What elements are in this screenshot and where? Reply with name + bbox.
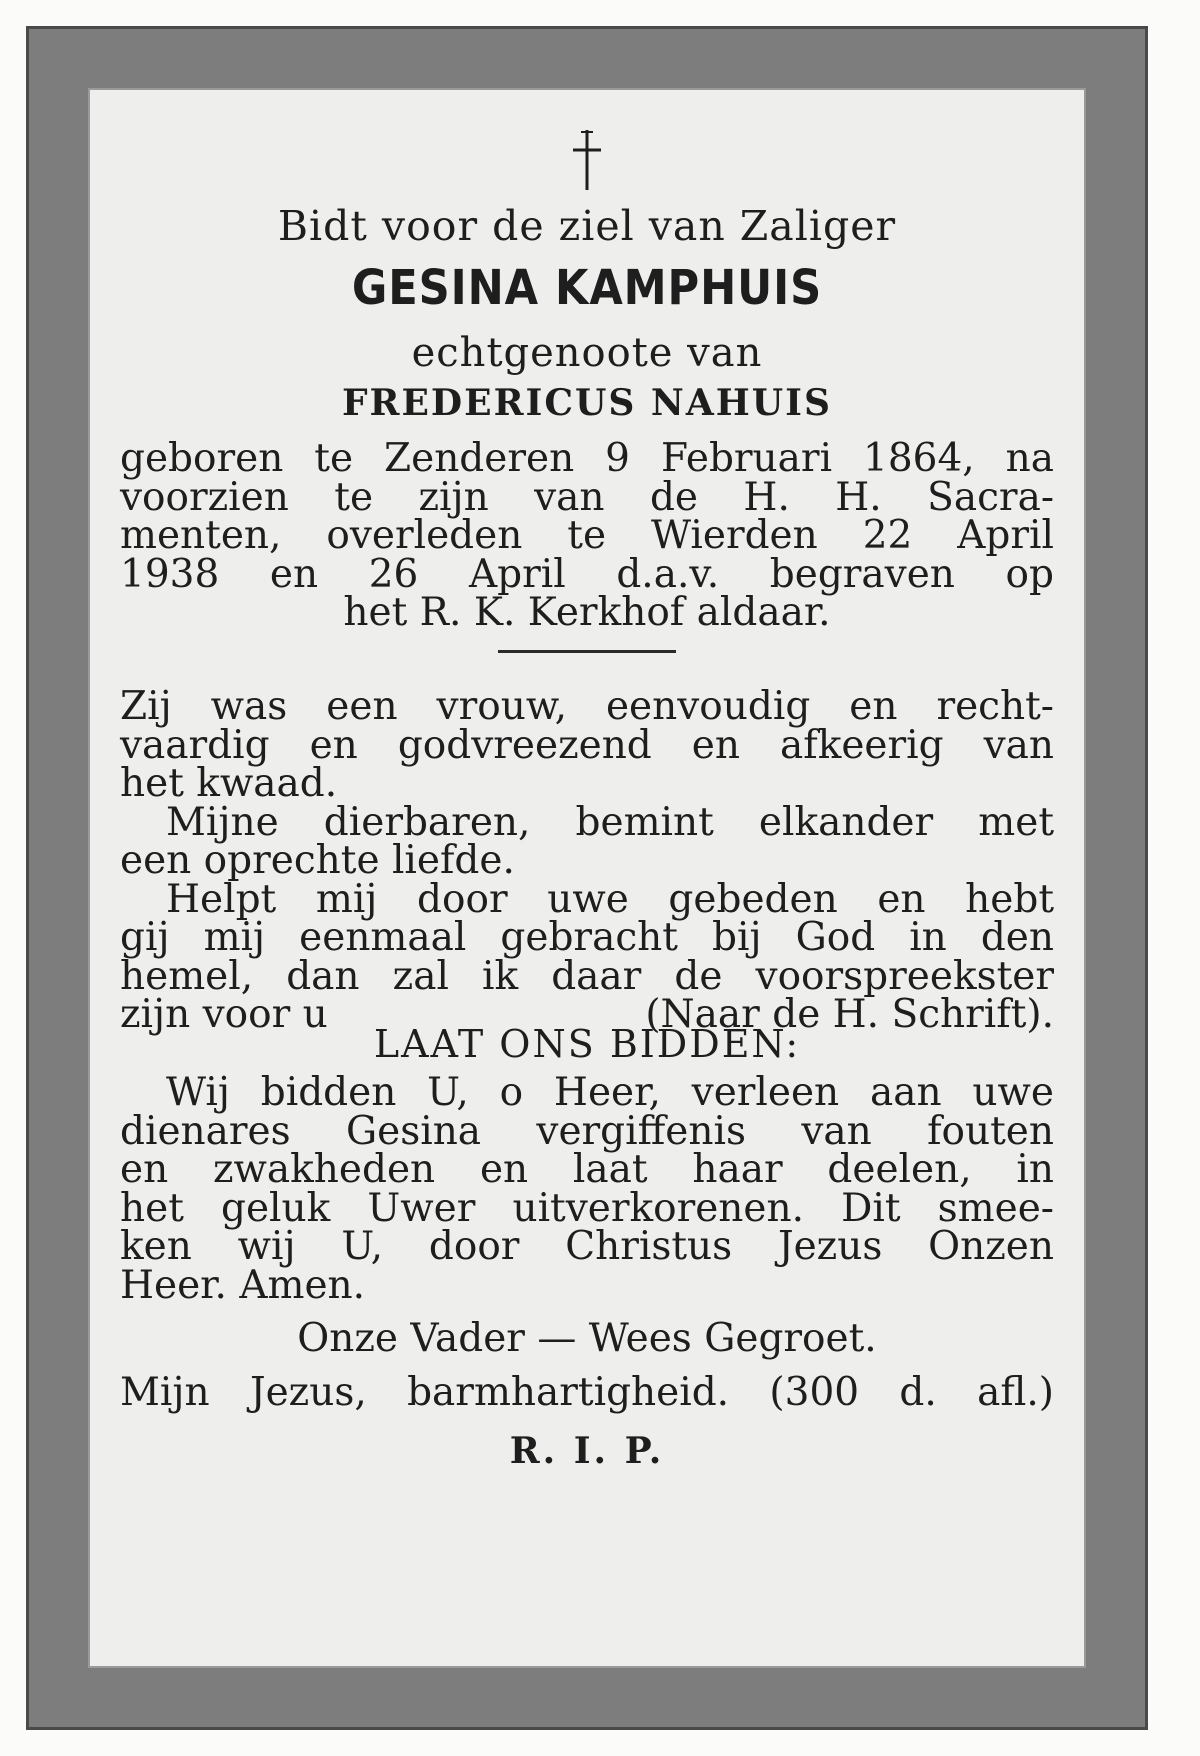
quote-line: hemel, dan zal ik daar de voorspreekster — [120, 953, 1054, 999]
prayer-line: en zwakheden en laat haar deelen, in — [120, 1147, 1054, 1192]
prayer-line: ken wij U, door Christus Jezus Onzen — [120, 1224, 1054, 1269]
deceased-name: GESINA KAMPHUIS — [351, 260, 823, 316]
bio-line: voorzien te zijn van de H. H. Sacra- — [120, 474, 1054, 520]
prayer-line: Heer. Amen. — [120, 1262, 366, 1308]
bio-line: 1938 en 26 April d.a.v. begraven op — [120, 551, 1054, 597]
closing-prayers: Onze Vader — Wees Gegroet. — [297, 1316, 877, 1361]
intro-line: Bidt voor de ziel van Zaliger — [277, 202, 897, 250]
divider-rule — [498, 650, 676, 653]
quote-line: gij mij eenmaal gebracht bij God in den — [120, 915, 1054, 960]
prayer-block — [120, 1070, 1054, 1308]
quote-block — [120, 684, 1054, 1037]
quote-line: Helpt mij door uwe gebeden en hebt — [166, 876, 1054, 922]
prayer-heading: LAAT ONS BIDDEN: — [373, 1022, 801, 1066]
quote-line: Mijne dierbaren, bemint elkander met — [166, 799, 1054, 845]
spouse-name: FREDERICUS NAHUIS — [342, 382, 832, 424]
rip-mark: R. I. P. — [509, 1430, 665, 1472]
quote-line: zijn voor u — [120, 992, 328, 1037]
prayer-line: Wij bidden U, o Heer, verleen aan uwe — [166, 1070, 1054, 1115]
quote-source: (Naar de H. Schrift). — [645, 992, 1054, 1037]
memorial-card — [90, 90, 1084, 1666]
biography-block — [120, 436, 1054, 635]
bio-line: menten, overleden te Wierden 22 April — [120, 513, 1054, 558]
spouse-lead: echtgenoote van — [411, 330, 763, 376]
indulgence-line: Mijn Jezus, barmhartigheid. (300 d. afl.) — [120, 1370, 1054, 1415]
quote-line: het kwaad. — [120, 761, 338, 806]
quote-line: een oprechte liefde. — [120, 838, 515, 883]
quote-line: Zij was een vrouw, eenvoudig en recht- — [120, 684, 1054, 729]
prayer-line: het geluk Uwer uitverkorenen. Dit smee- — [120, 1185, 1054, 1231]
bio-line: het R. K. Kerkhof aldaar. — [343, 590, 831, 635]
cross-icon — [567, 128, 607, 192]
quote-line: vaardig en godvreezend en afkeerig van — [120, 722, 1054, 768]
prayer-line: dienares Gesina vergiffenis van fouten — [120, 1108, 1054, 1154]
bio-line: geboren te Zenderen 9 Februari 1864, na — [120, 436, 1054, 481]
